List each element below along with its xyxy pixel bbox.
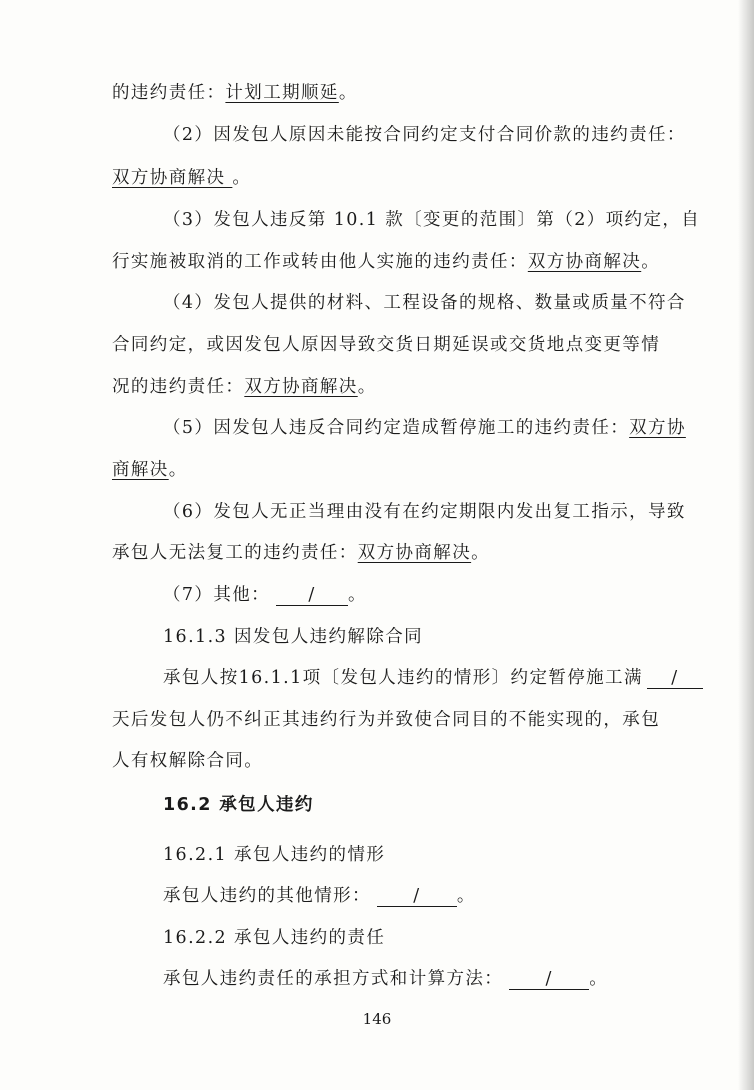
- punctuation: 。: [232, 168, 252, 188]
- filled-answer: 双方协商解决: [112, 168, 233, 188]
- clause-item-4: [163, 290, 686, 316]
- clause-text: （7）其他：: [163, 585, 271, 605]
- punctuation: 。: [357, 377, 377, 397]
- blank-answer: /: [377, 886, 457, 907]
- clause-text: 承包人无法复工的违约责任：: [112, 543, 358, 563]
- filled-answer: 双方协商解决: [357, 543, 472, 563]
- clause-item-5: [163, 415, 686, 441]
- text-line: 天后发包人仍不纠正其违约行为并致使合同目的不能实现的，承包: [112, 710, 661, 730]
- filled-answer: 双方协商解决: [244, 377, 358, 397]
- text-line: [112, 540, 490, 566]
- blank-answer: /: [509, 969, 589, 990]
- clause-text: （2）因发包人原因未能按合同约定支付合同价款的违约责任：: [163, 125, 686, 145]
- section-heading-16-2-1: 16.2.1 承包人违约的情形: [163, 845, 386, 865]
- filled-answer: 商解决: [112, 460, 169, 480]
- punctuation: 。: [641, 252, 661, 272]
- blank-answer: /: [647, 668, 703, 689]
- section-heading-16-2: 16.2 承包人违约: [163, 795, 314, 815]
- clause-item-2: [163, 122, 686, 148]
- clause-text: 承包人违约的其他情形：: [163, 886, 371, 906]
- clause-text: 承包人违约责任的承担方式和计算方法：: [163, 969, 504, 989]
- punctuation: 。: [338, 83, 358, 103]
- clause-text: 承包人按16.1.1项〔发包人违约的情形〕约定暂停施工满: [163, 668, 643, 688]
- punctuation: 。: [168, 460, 188, 480]
- filled-answer: 双方协商解决: [527, 252, 642, 272]
- text-line: [163, 966, 608, 992]
- text-line: [112, 165, 251, 191]
- punctuation: 。: [589, 969, 609, 989]
- section-heading-16-1-3: 16.1.3 因发包人违约解除合同: [163, 627, 424, 647]
- filled-answer: 计划工期顺延: [225, 83, 339, 103]
- text-line: [112, 374, 377, 400]
- clause-item-7: [163, 582, 367, 608]
- clause-text: 合同约定，或因发包人原因导致交货日期延误或交货地点变更等情: [112, 335, 661, 355]
- clause-text: （3）发包人违反第 10.1 款〔变更的范围〕第（2）项约定，自: [163, 210, 701, 230]
- page-number: 146: [362, 1010, 392, 1028]
- clause-text: 行实施被取消的工作或转由他人实施的违约责任：: [112, 252, 528, 272]
- clause-text: 的违约责任：: [112, 83, 226, 103]
- clause-item-6: [163, 499, 686, 525]
- text-line: [163, 665, 703, 691]
- page-edge-shadow: [738, 0, 754, 1090]
- text-line: [112, 80, 358, 106]
- text-line: [112, 457, 188, 483]
- clause-text: 况的违约责任：: [112, 377, 245, 397]
- section-heading-16-2-2: 16.2.2 承包人违约的责任: [163, 928, 386, 948]
- clause-item-3: [163, 207, 700, 233]
- clause-text: （5）因发包人违反合同约定造成暂停施工的违约责任：: [163, 418, 630, 438]
- text-line: [163, 883, 476, 909]
- blank-answer: /: [276, 585, 348, 606]
- punctuation: 。: [456, 886, 476, 906]
- text-line: [112, 332, 660, 358]
- punctuation: 。: [348, 585, 367, 605]
- clause-text: （4）发包人提供的材料、工程设备的规格、数量或质量不符合: [163, 293, 686, 313]
- text-line: 人有权解除合同。: [112, 751, 264, 771]
- filled-answer: 双方协: [629, 418, 686, 438]
- text-line: [112, 249, 660, 275]
- clause-text: （6）发包人无正当理由没有在约定期限内发出复工指示，导致: [163, 502, 686, 522]
- punctuation: 。: [471, 543, 491, 563]
